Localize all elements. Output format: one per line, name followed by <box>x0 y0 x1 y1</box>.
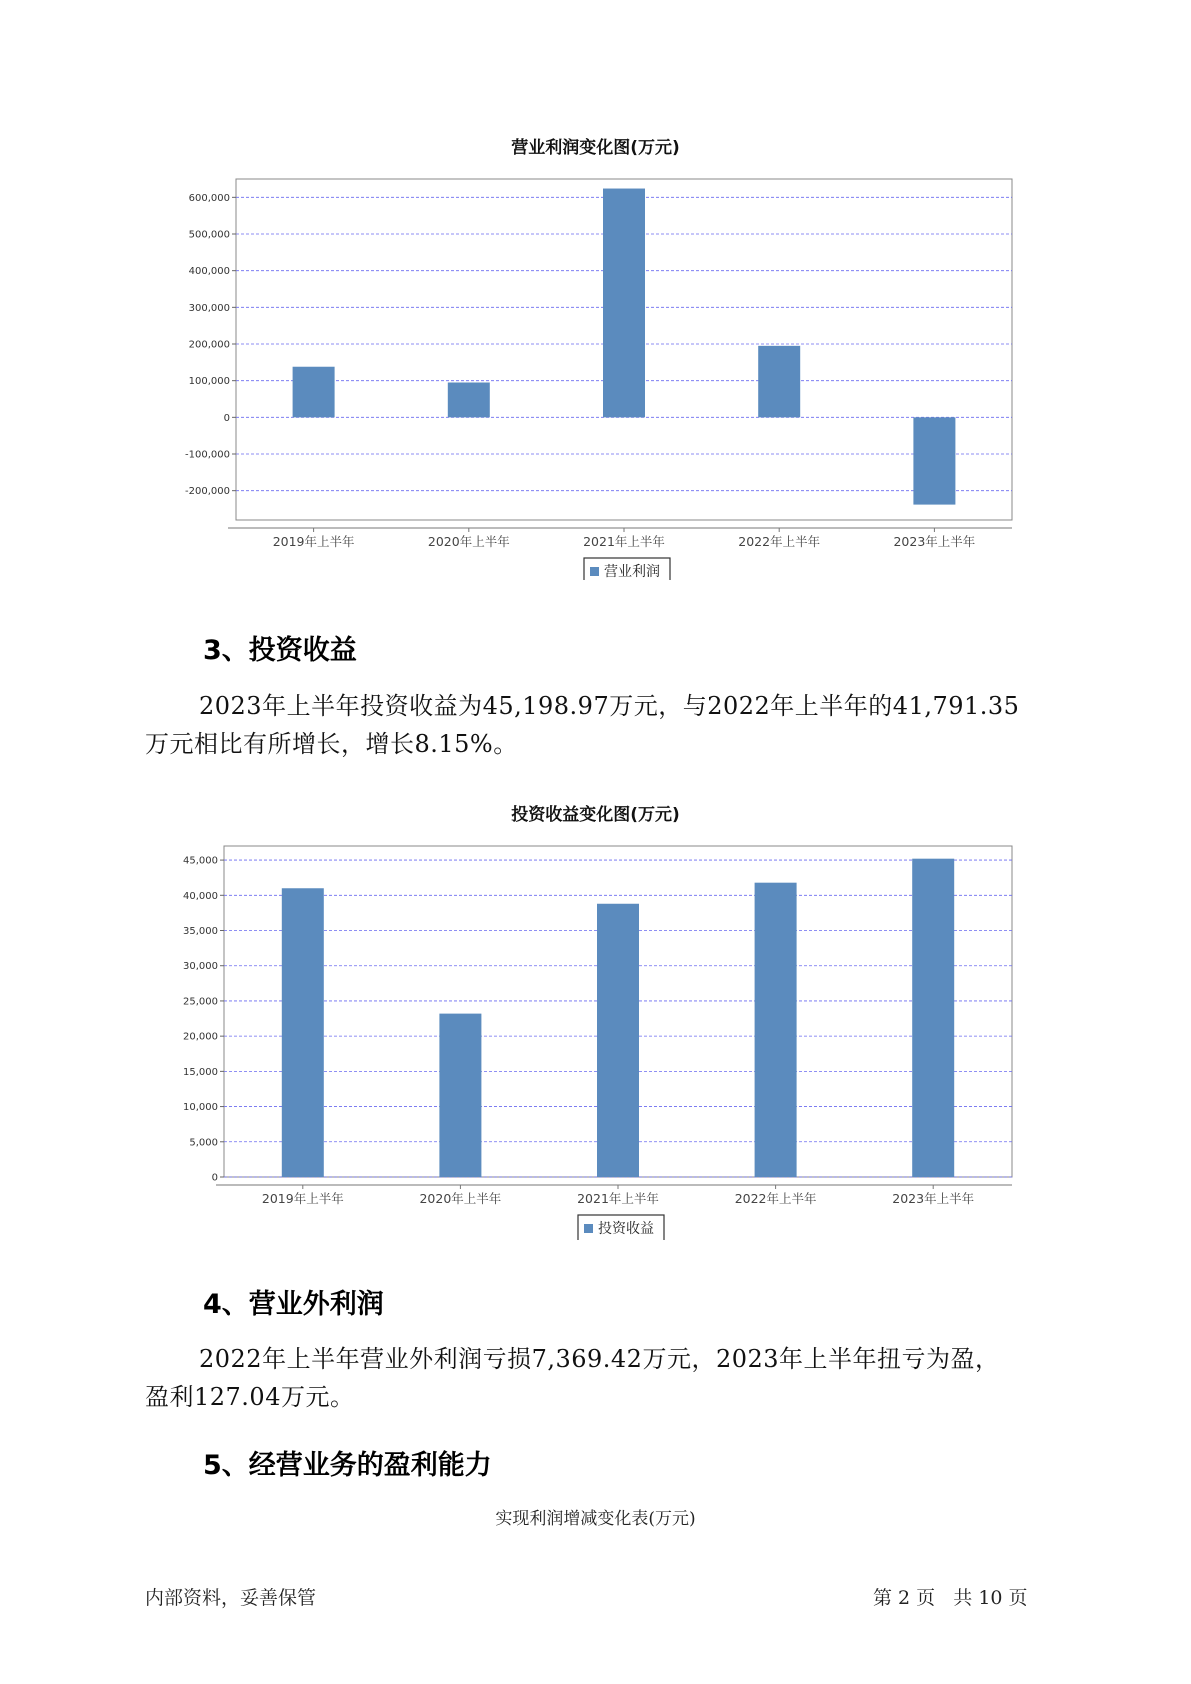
y-tick-label: 600,000 <box>188 192 230 204</box>
section-heading-investment: 3、投资收益 <box>203 635 357 666</box>
paragraph-line: 2022年上半年营业外利润亏损7,369.42万元，2023年上半年扭亏为盈， <box>199 1345 1000 1373</box>
x-tick-label: 2019年上半年 <box>272 534 355 549</box>
paragraph-line: 盈利127.04万元。 <box>145 1383 355 1411</box>
legend <box>584 558 670 580</box>
x-tick-label: 2019年上半年 <box>261 1191 344 1206</box>
bar <box>603 189 645 418</box>
y-tick-label: 0 <box>211 1172 218 1184</box>
y-tick-label: 400,000 <box>188 266 230 278</box>
legend-swatch <box>590 567 599 576</box>
y-tick-label: -200,000 <box>185 486 230 498</box>
y-tick-label: 10,000 <box>183 1102 218 1114</box>
bar <box>758 346 800 418</box>
bar <box>755 883 797 1177</box>
y-tick-label: 25,000 <box>183 996 218 1008</box>
y-tick-label: 0 <box>223 412 230 424</box>
legend <box>578 1215 664 1240</box>
operating-profit-chart <box>0 160 1191 580</box>
x-tick-label: 2022年上半年 <box>734 1191 817 1206</box>
y-tick-label: 100,000 <box>188 376 230 388</box>
legend-label: 投资收益 <box>598 1221 654 1237</box>
bar <box>282 888 324 1177</box>
y-tick-label: 30,000 <box>183 961 218 973</box>
x-tick-label: 2021年上半年 <box>577 1191 659 1206</box>
x-tick-label: 2021年上半年 <box>583 534 665 549</box>
x-tick-label: 2023年上半年 <box>892 1191 975 1206</box>
footer-page-number: 第 2 页 共 10 页 <box>873 1587 1028 1609</box>
legend-label: 营业利润 <box>604 564 660 580</box>
y-tick-label: 15,000 <box>183 1066 218 1078</box>
y-tick-label: 200,000 <box>188 339 230 351</box>
x-tick-label: 2020年上半年 <box>427 534 510 549</box>
x-tick-label: 2023年上半年 <box>893 534 976 549</box>
section-heading-profitability: 5、经营业务的盈利能力 <box>203 1450 492 1481</box>
paragraph-line: 2023年上半年投资收益为45,198.97万元，与2022年上半年的41,791.35 <box>199 692 1020 720</box>
y-tick-label: 40,000 <box>183 890 218 902</box>
paragraph-line: 万元相比有所增长，增长8.15%。 <box>145 730 518 758</box>
y-tick-label: 45,000 <box>183 855 218 867</box>
bar <box>913 417 955 504</box>
bar <box>912 859 954 1177</box>
x-tick-label: 2020年上半年 <box>419 1191 502 1206</box>
y-tick-label: 20,000 <box>183 1031 218 1043</box>
non-operating-paragraph <box>145 1340 1075 1416</box>
bar <box>293 367 335 418</box>
table-caption: 实现利润增减变化表(万元) <box>495 1509 696 1529</box>
operating-profit-chart-title: 营业利润变化图(万元) <box>511 138 680 158</box>
bar <box>439 1014 481 1177</box>
investment-paragraph <box>145 687 1075 763</box>
investment-income-chart-title: 投资收益变化图(万元) <box>511 805 680 825</box>
y-tick-label: 5,000 <box>189 1137 218 1149</box>
bar <box>597 904 639 1177</box>
y-tick-label: -100,000 <box>185 449 230 461</box>
bar <box>448 383 490 418</box>
section-heading-non-operating: 4、营业外利润 <box>203 1289 384 1320</box>
y-tick-label: 300,000 <box>188 302 230 314</box>
y-tick-label: 35,000 <box>183 926 218 938</box>
investment-income-chart <box>0 830 1191 1240</box>
x-tick-label: 2022年上半年 <box>738 534 821 549</box>
y-tick-label: 500,000 <box>188 229 230 241</box>
footer-confidential: 内部资料，妥善保管 <box>145 1587 317 1609</box>
legend-swatch <box>584 1224 593 1233</box>
